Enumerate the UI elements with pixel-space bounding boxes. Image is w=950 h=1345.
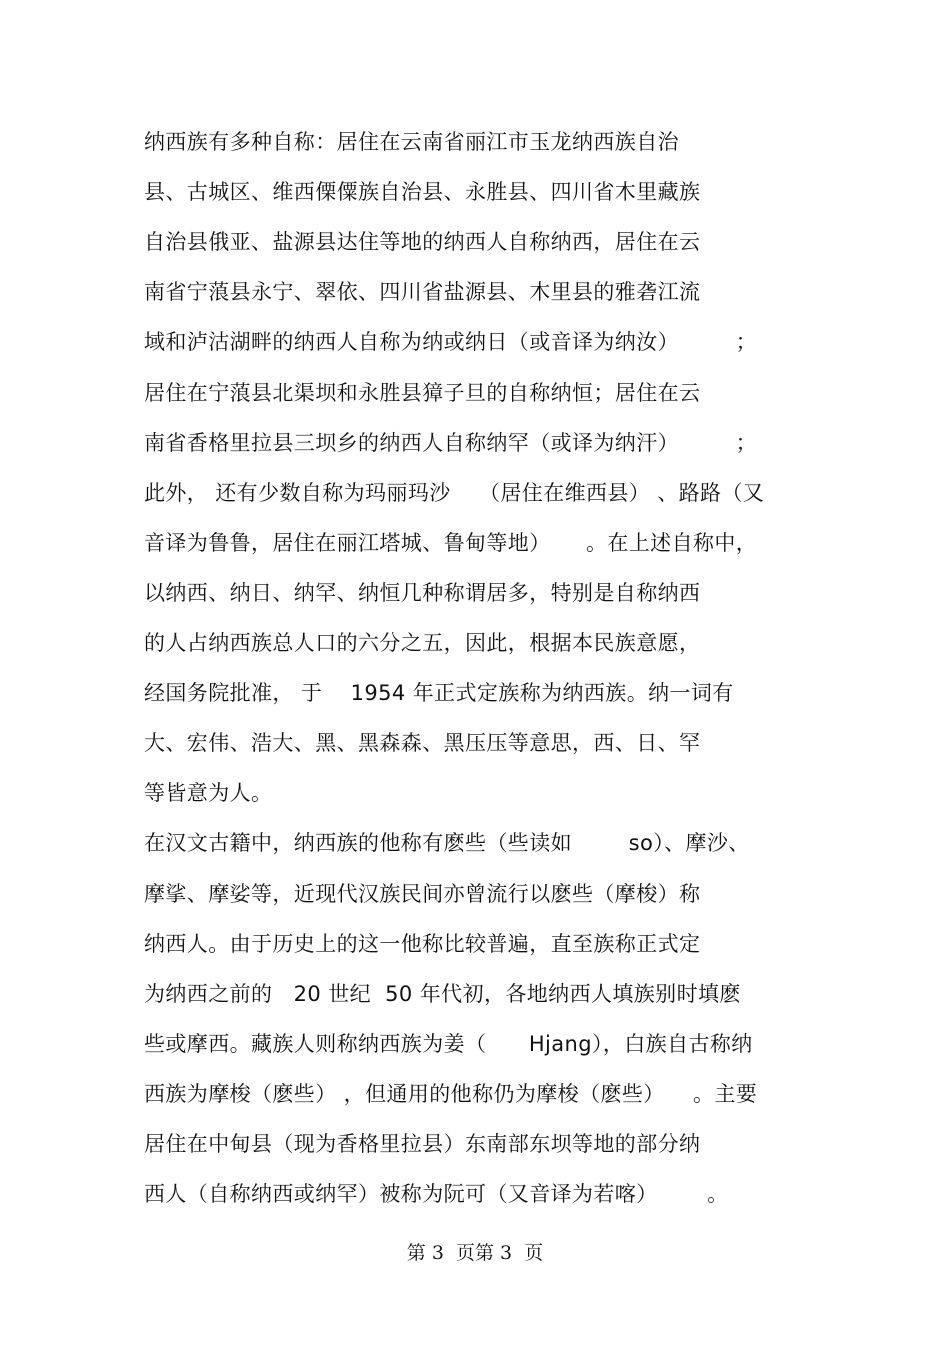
text-line: 西族为摩梭（麽些） ，但通用的他称仍为摩梭（麽些） 。主要 <box>144 1082 758 1106</box>
text-line: 在汉文古籍中，纳西族的他称有麽些（些读如 so）、摩沙、 <box>144 831 750 855</box>
text-line: 音译为鲁鲁，居住在丽江塔城、鲁甸等地） 。在上述自称中， <box>144 531 758 555</box>
text-line: 的人占纳西族总人口的六分之五，因此，根据本民族意愿， <box>144 631 701 655</box>
text-line: 等皆意为人。 <box>144 781 273 805</box>
text-line: 居住在中甸县（现为香格里拉县）东南部东坝等地的部分纳 <box>144 1132 701 1156</box>
page-footer: 第 3 页第 3 页 <box>406 1242 544 1264</box>
text-line: 为纳西之前的 20 世纪 50 年代初，各地纳西人填族别时填麽 <box>144 982 741 1006</box>
text-line: 纳西人。由于历史上的这一他称比较普遍，直至族称正式定 <box>144 932 701 956</box>
text-line: 域和泸沽湖畔的纳西人自称为纳或纳日（或音译为纳汝） ； <box>144 330 757 354</box>
text-line: 大、宏伟、浩大、黑、黑森森、黑压压等意思，西、日、罕 <box>144 731 701 755</box>
text-line: 纳西族有多种自称：居住在云南省丽江市玉龙纳西族自治 <box>144 130 679 154</box>
text-line: 摩挲、摩娑等，近现代汉族民间亦曾流行以麽些（摩梭）称 <box>144 882 701 906</box>
text-line: 西人（自称纳西或纳罕）被称为阮可（又音译为若喀） 。 <box>144 1182 729 1206</box>
text-line: 县、古城区、维西傈僳族自治县、永胜县、四川省木里藏族 <box>144 180 701 204</box>
text-line: 南省宁蒗县永宁、翠依、四川省盐源县、木里县的雅砻江流 <box>144 280 701 304</box>
text-line: 些或摩西。藏族人则称纳西族为姜（ Hjang），白族自古称纳 <box>144 1032 753 1056</box>
text-line: 南省香格里拉县三坝乡的纳西人自称纳罕（或译为纳汗） ； <box>144 431 757 455</box>
text-line: 此外， 还有少数自称为玛丽玛沙 （居住在维西县） 、路路（又 <box>144 481 765 505</box>
text-line: 居住在宁蒗县北渠坝和永胜县獐子旦的自称纳恒；居住在云 <box>144 381 701 405</box>
text-line: 自治县俄亚、盐源县达住等地的纳西人自称纳西，居住在云 <box>144 230 701 254</box>
text-line: 经国务院批准， 于 1954 年正式定族称为纳西族。纳一词有 <box>144 681 734 705</box>
text-line: 以纳西、纳日、纳罕、纳恒几种称谓居多，特别是自称纳西 <box>144 581 701 605</box>
